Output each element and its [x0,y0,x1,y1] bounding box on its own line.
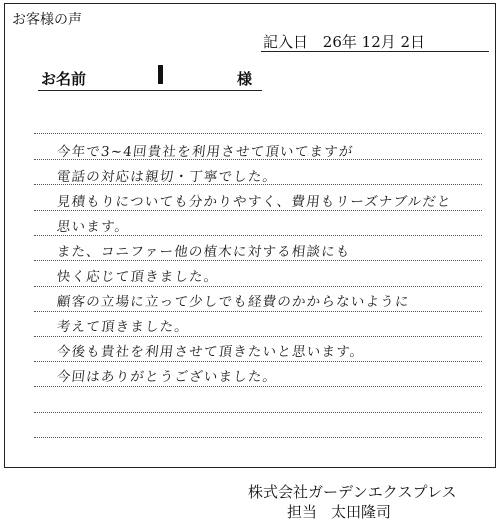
staff-name: 太田隆司 [331,503,392,521]
comment-line: 快く応じて頂きました。 [55,269,220,285]
ruled-line [34,210,482,211]
comment-line: 電話の対応は親切・丁寧でした。 [55,169,279,185]
ruled-line [34,412,482,413]
comment-line: 今回はありがとうございました。 [55,369,279,385]
ruled-line [34,286,482,287]
comment-line: 思います。 [55,219,131,235]
date-label: 記入日 [263,33,309,51]
company-name: 株式会社ガーデンエクスプレス [248,483,457,501]
ruled-line [34,235,482,236]
feedback-form [4,3,496,468]
comment-line: 考えて頂きました。 [55,319,190,335]
comment-line: 今年で3~4回貴社を利用させて頂いてますが [55,144,355,160]
ruled-line [34,361,482,362]
ruled-line [34,437,482,438]
ruled-line [34,311,482,312]
staff-role: 担当 [287,503,318,521]
ruled-line [34,133,482,134]
staff-in-charge [287,501,391,522]
ruled-line [34,336,482,337]
date-value: 26年 12月 2日 [322,33,426,51]
name-label: お名前 [41,70,87,88]
comment-line: 見積もりについても分かりやすく、費用もリーズナブルだと [55,194,453,210]
ruled-line [34,260,482,261]
comment-line: 顧客の立場に立って少しでも経費のかからないように [55,294,411,310]
comment-line: また、コニファー他の植木に対する相談にも [55,244,352,260]
form-title: お客様の声 [12,12,82,28]
ruled-line [34,386,482,387]
comment-area [34,4,482,469]
comment-line: 今後も貴社を利用させて頂きたいと思います。 [55,344,366,360]
name-honorific: 様 [237,70,253,88]
